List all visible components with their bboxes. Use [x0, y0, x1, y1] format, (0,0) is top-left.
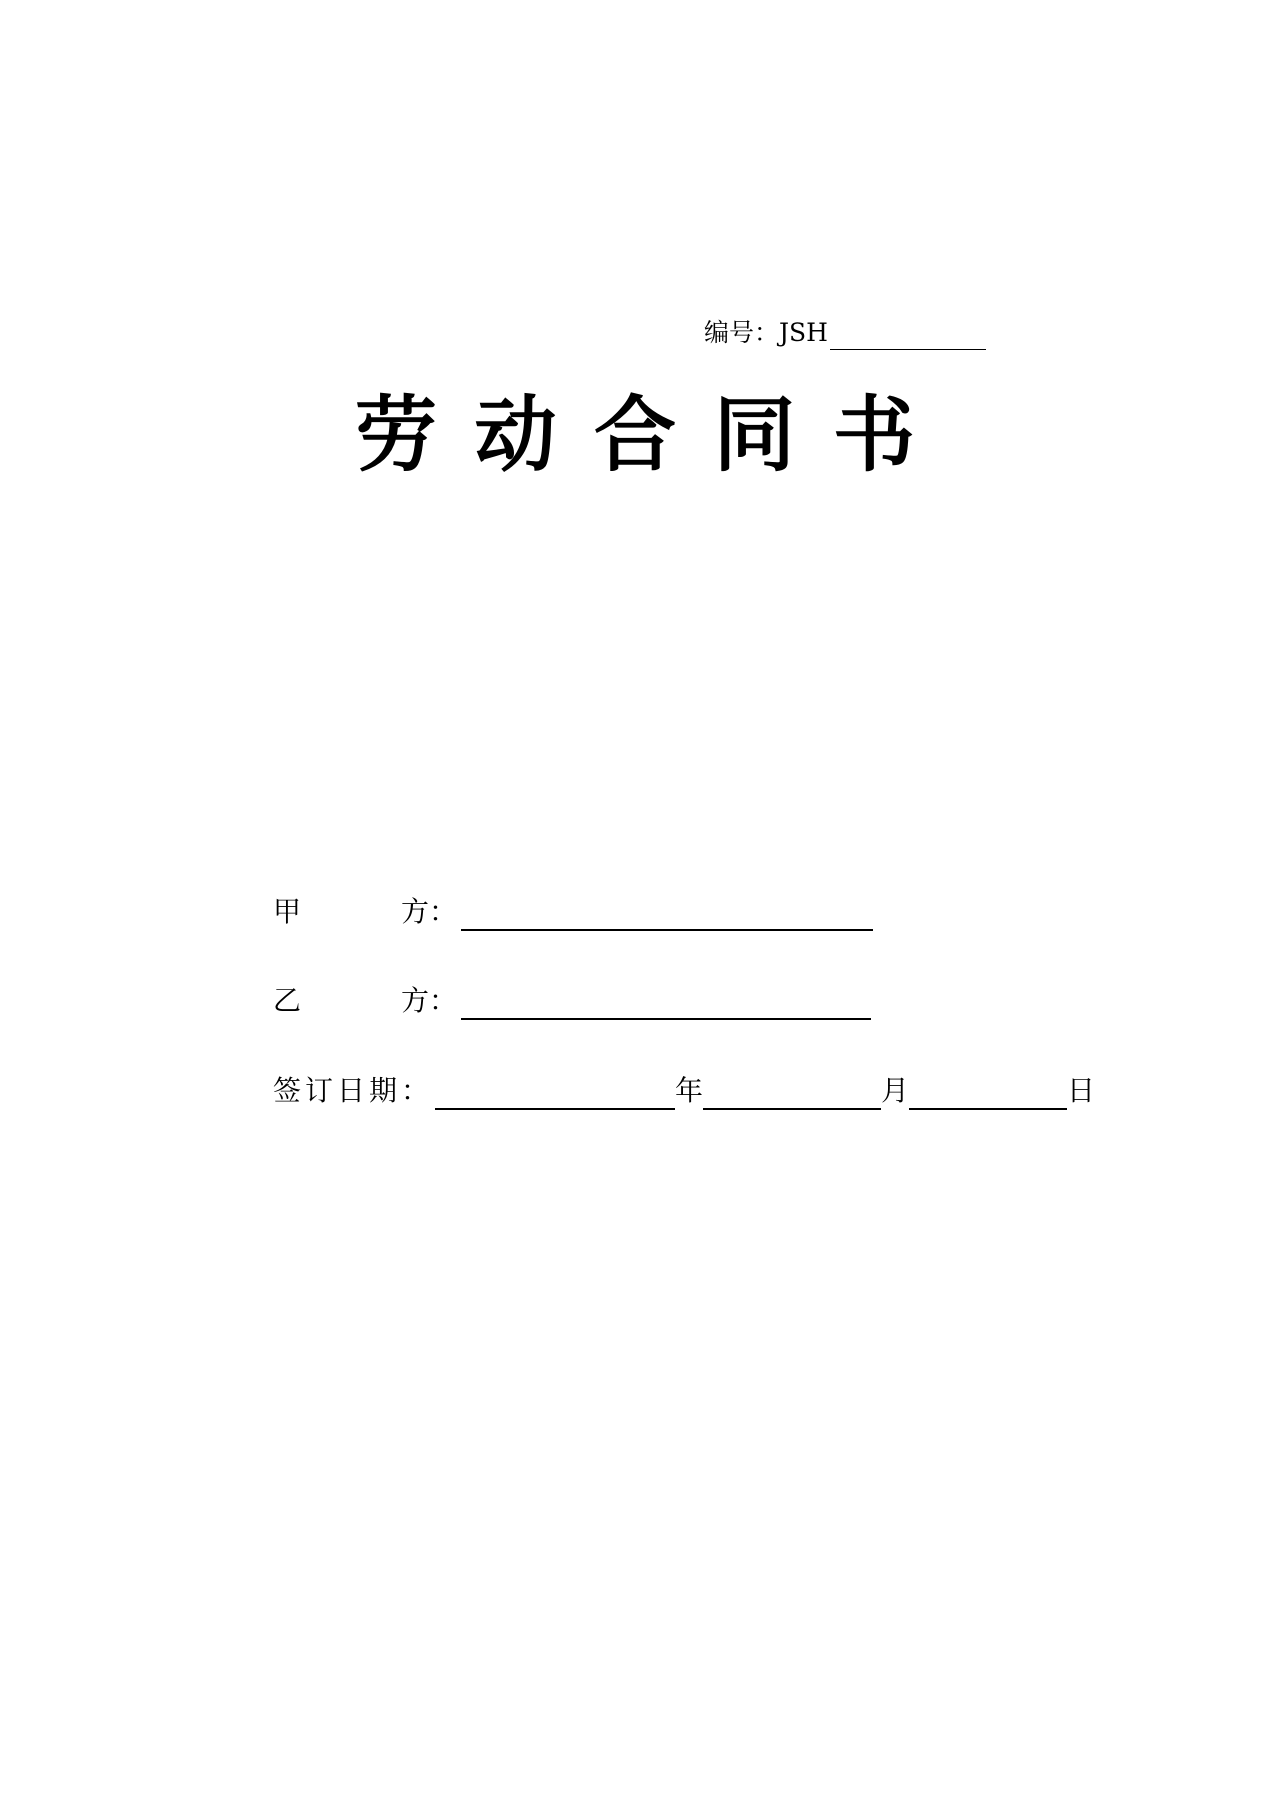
sign-date-year-blank[interactable] — [435, 1076, 675, 1110]
sign-date-month-blank[interactable] — [703, 1076, 881, 1110]
party-b-blank[interactable] — [461, 986, 871, 1020]
sign-date-label: 签订日期： — [273, 1074, 434, 1107]
title-char-4: 同 — [713, 387, 796, 483]
party-a-label-second: 方： — [401, 895, 458, 928]
title-char-1: 劳 — [355, 387, 438, 483]
party-b-label-first: 乙 — [273, 984, 302, 1017]
sign-date-day-unit: 日 — [1067, 1074, 1096, 1107]
sign-date-year-unit: 年 — [675, 1074, 704, 1107]
contract-number-blank[interactable] — [830, 319, 986, 350]
contract-number-label: 编号：JSH — [704, 318, 828, 347]
party-a-label-first: 甲 — [273, 895, 302, 928]
party-b-label-second: 方： — [401, 984, 458, 1017]
title-char-3: 合 — [594, 387, 677, 483]
party-a-blank[interactable] — [461, 897, 873, 931]
party-a-row — [273, 893, 873, 931]
title-char-2: 动 — [474, 387, 557, 483]
sign-date-row — [273, 1072, 1095, 1110]
document-title — [355, 385, 915, 485]
contract-number-line — [704, 316, 986, 350]
title-char-5: 书 — [833, 387, 916, 483]
sign-date-day-blank[interactable] — [909, 1076, 1067, 1110]
party-b-row — [273, 982, 871, 1020]
sign-date-month-unit: 月 — [881, 1074, 910, 1107]
